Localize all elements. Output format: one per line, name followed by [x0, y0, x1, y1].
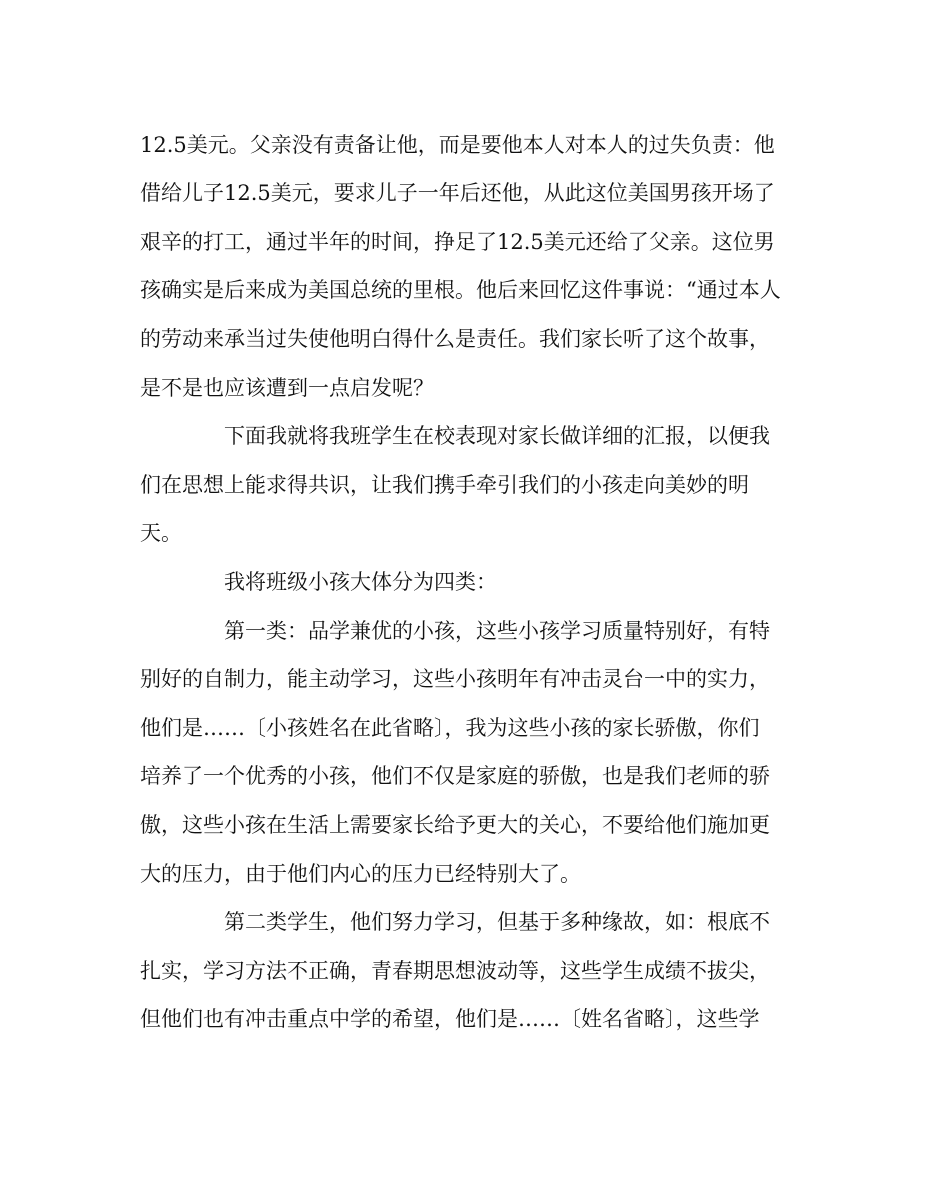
text-line: 第一类：品学兼优的小孩，这些小孩学习质量特别好，有特	[224, 619, 770, 643]
text-line: 我将班级小孩大体分为四类：	[224, 570, 497, 594]
text-line: 艰辛的打工，通过半年的时间，挣足了12.5美元还给了父亲。这位男	[140, 230, 775, 254]
text-line: 借给儿子12.5美元，要求儿子一年后还他，从此这位美国男孩开场了	[140, 181, 775, 205]
text-line: 但他们也有冲击重点中学的希望，他们是……〔姓名省略〕，这些学	[140, 1007, 760, 1031]
text-line: 下面我就将我班学生在校表现对家长做详细的汇报，以便我	[224, 424, 770, 448]
text-line: 傲，这些小孩在生活上需要家长给予更大的关心，不要给他们施加更	[140, 813, 770, 837]
text-line: 别好的自制力，能主动学习，这些小孩明年有冲击灵台一中的实力，	[140, 667, 770, 691]
text-line: 他们是……〔小孩姓名在此省略〕，我为这些小孩的家长骄傲，你们	[140, 716, 760, 740]
text-line: 孩确实是后来成为美国总统的里根。他后来回忆这件事说：“通过本人	[140, 278, 781, 302]
text-line: 天。	[140, 521, 182, 545]
text-line: 的劳动来承当过失使他明白得什么是责任。我们家长听了这个故事，	[140, 327, 770, 351]
text-line: 扎实，学习方法不正确，青春期思想波动等，这些学生成绩不拔尖，	[140, 959, 770, 983]
text-line: 是不是也应该遭到一点启发呢？	[140, 376, 434, 400]
text-line: 第二类学生，他们努力学习，但基于多种缘故，如：根底不	[224, 910, 770, 934]
text-line: 们在思想上能求得共识，让我们携手牵引我们的小孩走向美妙的明	[140, 473, 749, 497]
text-line: 大的压力，由于他们内心的压力已经特别大了。	[140, 862, 581, 886]
text-line: 12.5美元。父亲没有责备让他，而是要他本人对本人的过失负责：他	[140, 133, 775, 157]
text-line: 培养了一个优秀的小孩，他们不仅是家庭的骄傲，也是我们老师的骄	[140, 764, 770, 788]
